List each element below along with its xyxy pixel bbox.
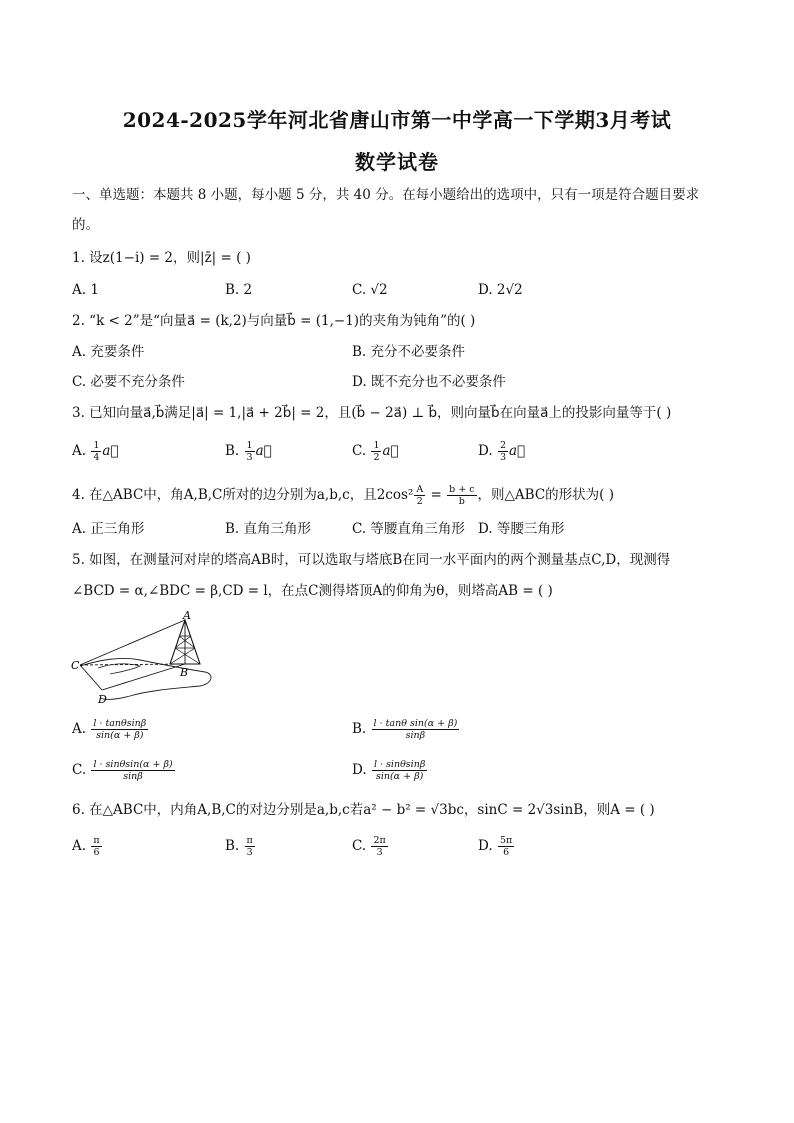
option-fraction: $\frac{1}{2}$ xyxy=(373,440,380,463)
option-fraction: $\frac{\text{l · tanθ sin(α + β)}}{\sin\beta}$ xyxy=(373,718,458,741)
option-label: A. xyxy=(72,721,87,737)
point-label-a: A xyxy=(183,610,191,622)
option-vector: a⃗ xyxy=(102,443,119,459)
option-vector: a⃗ xyxy=(382,443,399,459)
option-label: B. xyxy=(225,838,240,854)
option-fraction: $\frac{2\pi}{3}$ xyxy=(373,835,386,858)
option-fraction: $\frac{5\pi}{6}$ xyxy=(499,835,513,858)
question-2-option-c: C. 必要不充分条件 xyxy=(72,374,185,390)
question-2-stem: 2. “k < 2”是“向量a⃗ = (k,2)与向量b⃗ = (1,−1)的夹角为钝角”的( ) xyxy=(72,313,476,329)
option-label: D. xyxy=(478,838,493,854)
option-fraction: $\frac{l \cdot \sin\theta\sin(\alpha + \beta)}{\sin\beta}$ xyxy=(93,759,173,782)
option-fraction: $\frac{l \cdot \tan\theta\sin\beta}{\sin(\alpha + \beta)}$ xyxy=(93,718,147,741)
option-vector: a⃗ xyxy=(255,443,272,459)
question-4-option-c: C. 等腰直角三角形 xyxy=(352,521,465,537)
option-fraction: $\frac{1}{4}$ xyxy=(93,440,100,463)
question-3-stem: 3. 已知向量a⃗,b⃗满足|a⃗| = 1,|a⃗ + 2b⃗| = 2，且(b⃗ − 2a⃗) ⊥ b⃗，则向量b⃗在向量a⃗上的投影向量等于( ) xyxy=(72,405,672,421)
option-label: C. xyxy=(352,443,367,459)
tower-diagram xyxy=(70,610,220,710)
question-5-option-b xyxy=(352,718,460,741)
stem-fraction: $\frac{A}{2}$ xyxy=(416,484,424,507)
stem-fraction: $\frac{b + c}{b}$ xyxy=(449,484,475,507)
option-fraction: $\frac{2}{3}$ xyxy=(499,440,506,463)
question-4-option-d: D. 等腰三角形 xyxy=(478,521,565,537)
option-label: C. xyxy=(352,838,367,854)
question-5-option-a xyxy=(72,718,149,741)
question-6-option-a xyxy=(72,835,103,858)
exam-title: 2024-2025学年河北省唐山市第一中学高一下学期3月考试 xyxy=(122,108,672,132)
point-label-d: D xyxy=(98,693,107,706)
stem-part: ，则△ABC的形状为( ) xyxy=(477,487,614,503)
section-instruction: 一、单选题：本题共 8 小题，每小题 5 分，共 40 分。在每小题给出的选项中，只有一项是符合题目要求 xyxy=(72,187,700,203)
question-1-option-b: B. 2 xyxy=(225,282,253,298)
option-fraction: $\frac{\pi}{6}$ xyxy=(93,835,100,858)
question-6-option-b xyxy=(225,835,256,858)
exam-subtitle: 数学试卷 xyxy=(355,150,439,174)
question-4-stem xyxy=(72,484,614,507)
question-5-option-d xyxy=(352,759,428,782)
question-6-option-c xyxy=(352,835,389,858)
option-label: B. xyxy=(225,443,240,459)
question-3-option-a xyxy=(72,440,119,463)
option-label: D. xyxy=(352,762,367,778)
option-fraction: $\frac{l \cdot \sin\theta\sin\beta}{\sin(\alpha + \beta)}$ xyxy=(373,759,426,782)
question-3-option-b xyxy=(225,440,272,463)
question-4-option-b: B. 直角三角形 xyxy=(225,521,312,537)
question-3-option-c xyxy=(352,440,399,463)
point-label-c: C xyxy=(71,659,80,672)
option-fraction: $\frac{\pi}{3}$ xyxy=(246,835,253,858)
question-6-stem: 6. 在△ABC中，内角A,B,C的对边分别是a,b,c若a² − b² = √3bc，sinC = 2√3sinB，则A = ( ) xyxy=(72,802,655,818)
stem-part: = xyxy=(426,487,447,503)
question-1-option-c: C. √2 xyxy=(352,282,388,298)
stem-part: 4. 在△ABC中，角A,B,C所对的边分别为a,b,c，且2cos² xyxy=(72,487,414,503)
section-instruction-cont: 的。 xyxy=(72,217,99,233)
question-1-option-d: D. 2√2 xyxy=(478,282,523,298)
question-5-stem-cont: ∠BCD = α,∠BDC = β,CD = l，在点C测得塔顶A的仰角为θ，则塔高AB = ( ) xyxy=(72,583,553,599)
option-label: A. xyxy=(72,838,87,854)
question-4-option-a: A. 正三角形 xyxy=(72,521,145,537)
option-label: A. xyxy=(72,443,87,459)
question-2-option-d: D. 既不充分也不必要条件 xyxy=(352,374,506,390)
question-3-option-d xyxy=(478,440,525,463)
question-1-option-a: A. 1 xyxy=(72,282,99,298)
option-label: D. xyxy=(478,443,493,459)
question-5-option-c xyxy=(72,759,176,782)
question-2-option-a: A. 充要条件 xyxy=(72,344,145,360)
point-label-b: B xyxy=(180,666,189,679)
option-vector: a⃗ xyxy=(508,443,526,459)
question-1-stem: 1. 设z(1−i) = 2，则|z̄| = ( ) xyxy=(72,250,251,266)
option-label: C. xyxy=(72,762,87,778)
option-fraction: $\frac{1}{3}$ xyxy=(246,440,253,463)
question-5-stem: 5. 如图，在测量河对岸的塔高AB时，可以选取与塔底B在同一水平面内的两个测量基点C,D，现测得 xyxy=(72,552,671,568)
question-6-option-d xyxy=(478,835,515,858)
question-2-option-b: B. 充分不必要条件 xyxy=(352,344,466,360)
option-label: B. xyxy=(352,721,367,737)
